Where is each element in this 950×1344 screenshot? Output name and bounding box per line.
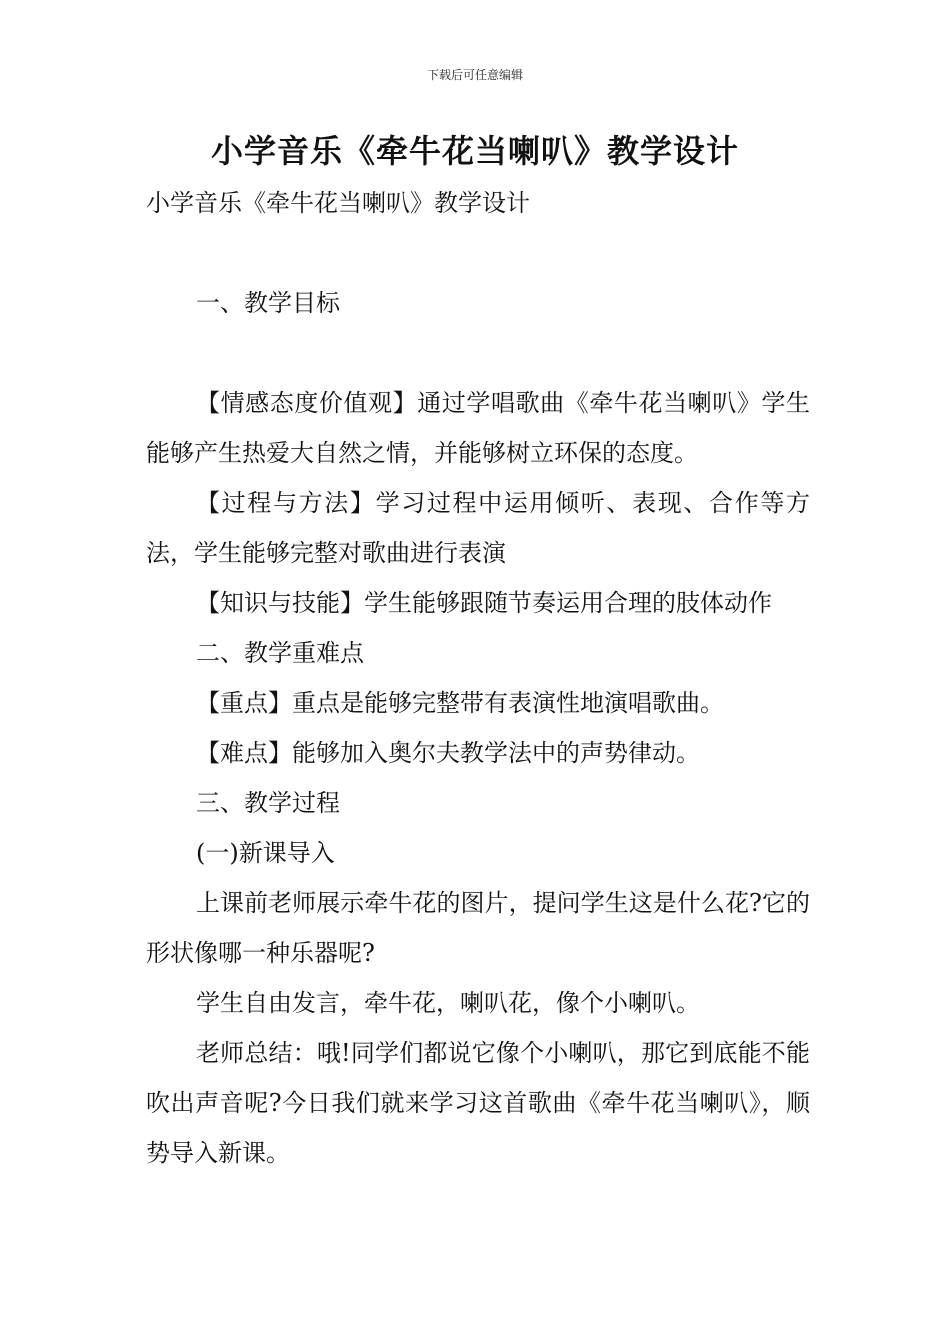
paragraph: 学生自由发言，牵牛花，喇叭花，像个小喇叭。 — [196, 989, 700, 1017]
section-heading: 二、教学重难点 — [196, 639, 364, 667]
document-body — [146, 178, 810, 1178]
paragraph: 【知识与技能】学生能够跟随节奏运用合理的肢体动作 — [196, 589, 772, 617]
section-heading: 一、教学目标 — [196, 289, 340, 317]
header-note: 下载后可任意编辑 — [426, 68, 523, 82]
spacer — [146, 228, 810, 278]
paragraph: 老师总结：哦!同学们都说它像个小喇叭，那它到底能不能吹出声音呢?今日我们就来学习这首歌曲《牵牛花当喇叭》，顺势导入新课。 — [146, 1039, 810, 1167]
paragraph: 【情感态度价值观】通过学唱歌曲《牵牛花当喇叭》学生能够产生热爱大自然之情，并能够树立环保的态度。 — [146, 389, 810, 467]
spacer — [146, 328, 810, 378]
subtitle: 小学音乐《牵牛花当喇叭》教学设计 — [146, 189, 530, 217]
subsection-heading: (一)新课导入 — [196, 839, 335, 867]
document-title: 小学音乐《牵牛花当喇叭》教学设计 — [210, 132, 739, 170]
paragraph: 【难点】能够加入奥尔夫教学法中的声势律动。 — [196, 739, 700, 767]
paragraph: 上课前老师展示牵牛花的图片，提问学生这是什么花?它的形状像哪一种乐器呢? — [146, 889, 810, 967]
section-heading: 三、教学过程 — [196, 789, 340, 817]
paragraph: 【过程与方法】学习过程中运用倾听、表现、合作等方法，学生能够完整对歌曲进行表演 — [146, 489, 810, 567]
paragraph: 【重点】重点是能够完整带有表演性地演唱歌曲。 — [196, 689, 724, 717]
